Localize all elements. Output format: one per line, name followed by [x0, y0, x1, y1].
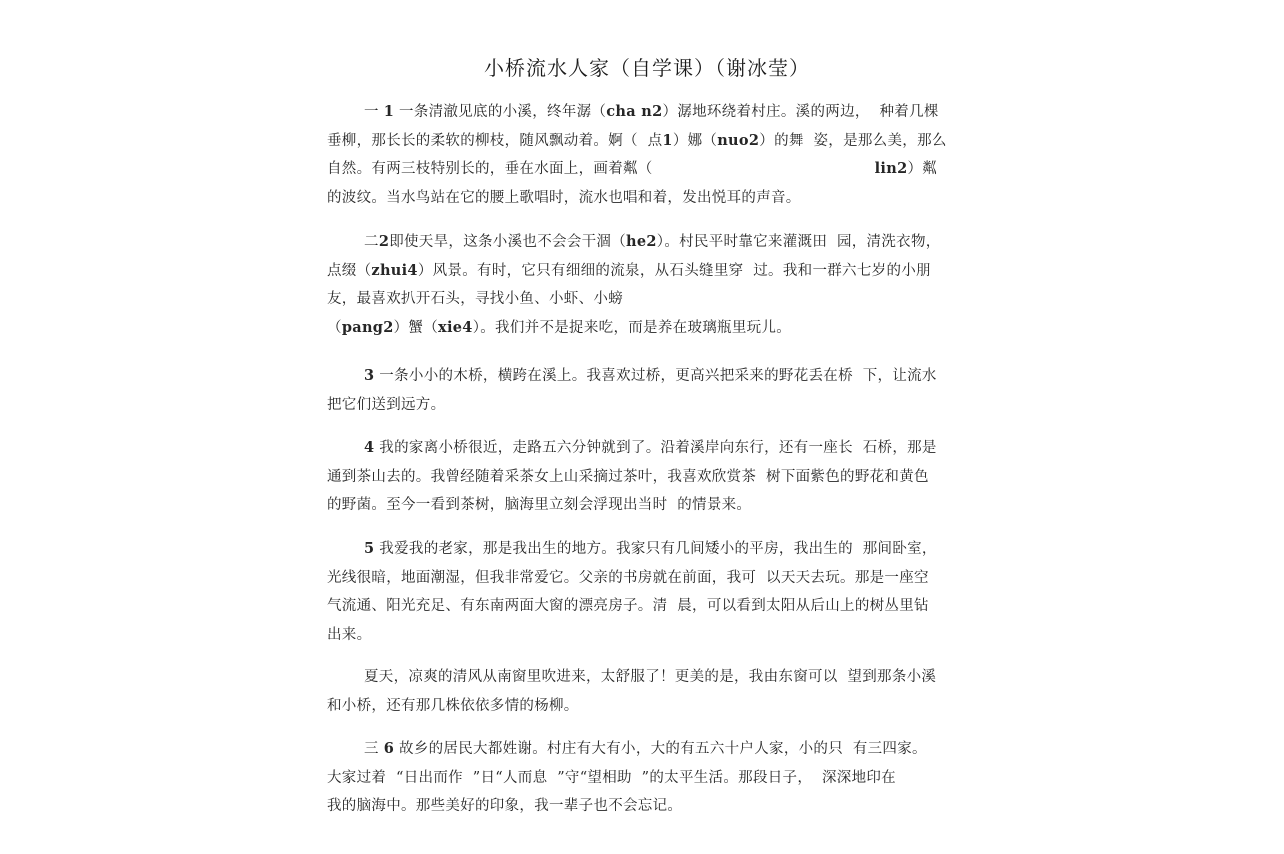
text-line [327, 228, 972, 257]
text-line [327, 127, 972, 156]
text-run: ）。我们并不是捉来吃，而是养在玻璃瓶里玩儿。 [472, 319, 792, 336]
number-marker: 6 [383, 740, 395, 757]
text-run: 即使天旱，这条小溪也不会会干涸（ [389, 234, 627, 250]
text-run: 一条小小的木桥，横跨在溪上。我喜欢过桥，更高兴把采来的野花丢在桥 下，让流水 [374, 368, 937, 384]
text-run: 的野菌。至今一看到茶树，脑海里立刻会浮现出当时 的情景来。 [327, 497, 752, 514]
paragraph-2 [327, 228, 972, 342]
text-run: 我的脑海中。那些美好的印象，我一辈子也不会忘记。 [327, 798, 683, 815]
number-marker: 4 [364, 439, 375, 456]
text-run: 夏天，凉爽的清风从南窗里吹进来，太舒服了！更美的是，我由东窗可以 望到那条小溪 [364, 669, 937, 685]
text-run: 一 [364, 104, 384, 120]
pinyin-annotation: lin2 [874, 160, 908, 178]
text-line [327, 285, 972, 314]
text-line [327, 257, 972, 286]
text-run: ）风景。有时，它只有细细的流泉，从石头缝里穿 过。我和一群六七岁的小朋 [417, 262, 931, 279]
text-run: 出来。 [327, 626, 372, 643]
text-line [327, 592, 972, 621]
text-run: ）蟹（ [393, 319, 439, 336]
text-line [327, 792, 972, 821]
paragraph-5 [327, 535, 972, 649]
pinyin-annotation: he2 [626, 233, 657, 250]
text-run: ）娜（ [672, 132, 718, 149]
text-line [327, 692, 972, 721]
text-run: 三 [364, 741, 384, 757]
text-run: ）粼 [907, 161, 938, 178]
page-title: 小桥流水人家（自学课）（谢冰莹） [484, 56, 810, 80]
pinyin-annotation: pang2 [341, 318, 394, 336]
text-line [327, 155, 972, 184]
paragraph-6 [327, 663, 972, 720]
text-run: 故乡的居民大都姓谢。村庄有大有小，大的有五六十户人家，小的只 有三四家。 [394, 741, 927, 757]
number-marker: 5 [364, 540, 375, 557]
text-run: 垂柳，那长长的柔软的柳枝，随风飘动着。婀（ 点 [327, 132, 663, 149]
paragraph-7 [327, 735, 972, 821]
pinyin-annotation: xie4 [438, 318, 473, 336]
text-run: 和小桥，还有那几株依依多情的杨柳。 [327, 697, 579, 714]
paragraph-1 [327, 98, 972, 212]
text-run: 点缀（ [327, 262, 372, 279]
text-line [327, 564, 972, 593]
text-run: 光线很暗，地面潮湿，但我非常爱它。父亲的书房就在前面，我可 以天天去玩。那是一座空 [327, 569, 929, 586]
text-line [327, 735, 972, 764]
text-run: 的波纹。当水鸟站在它的腰上歌唱时，流水也唱和着，发出悦耳的声音。 [327, 189, 801, 206]
number-marker: 1 [383, 103, 395, 120]
number-marker: 3 [364, 367, 375, 384]
text-line [327, 663, 972, 692]
text-line [327, 314, 972, 343]
number-marker: 2 [378, 233, 390, 250]
text-run: ）。村民平时靠它来灌溉田 园，清洗衣物， [656, 234, 941, 250]
text-line [327, 98, 972, 127]
text-run: 友，最喜欢扒开石头，寻找小鱼、小虾、小螃 [327, 291, 623, 308]
pinyin-annotation: nuo2 [717, 131, 760, 149]
text-line [327, 362, 972, 391]
text-run: 把它们送到远方。 [327, 396, 446, 413]
text-run: 大家过着 “日出而作 ”日“人而息 ”守“望相助 ”的太平生活。那段日子， 深深地印在 [327, 769, 896, 786]
text-run: ）的舞 姿，是那么美，那么 [759, 132, 947, 149]
text-line [327, 434, 972, 463]
paragraph-3 [327, 362, 972, 419]
text-run: 我的家离小桥很近，走路五六分钟就到了。沿着溪岸向东行，还有一座长 石桥，那是 [374, 440, 937, 456]
text-line [327, 184, 972, 213]
text-run: 我爱我的老家，那是我出生的地方。我家只有几间矮小的平房，我出生的 那间卧室， [374, 541, 937, 557]
text-run: 气流通、阳光充足、有东南两面大窗的漂亮房子。清 晨，可以看到太阳从后山上的树丛里钻 [327, 598, 929, 615]
text-line [327, 621, 972, 650]
paragraph-4 [327, 434, 972, 520]
text-run: 一条清澈见底的小溪，终年潺（ [394, 104, 607, 120]
text-run: ）潺地环绕着村庄。溪的两边， 种着几棵 [662, 104, 939, 120]
pinyin-annotation: zhui4 [371, 261, 418, 279]
pinyin-annotation: 1 [662, 131, 673, 149]
text-run: 自然。有两三枝特别长的，垂在水面上，画着粼（ [327, 161, 653, 178]
text-line [327, 463, 972, 492]
text-line [327, 391, 972, 420]
text-line [327, 491, 972, 520]
text-line [327, 535, 972, 564]
text-run: 二 [364, 234, 379, 250]
pinyin-annotation: cha n2 [606, 103, 663, 120]
text-run: （ [327, 319, 342, 336]
text-line [327, 764, 972, 793]
text-run: 通到茶山去的。我曾经随着采茶女上山采摘过茶叶，我喜欢欣赏茶 树下面紫色的野花和黄色 [327, 468, 929, 485]
